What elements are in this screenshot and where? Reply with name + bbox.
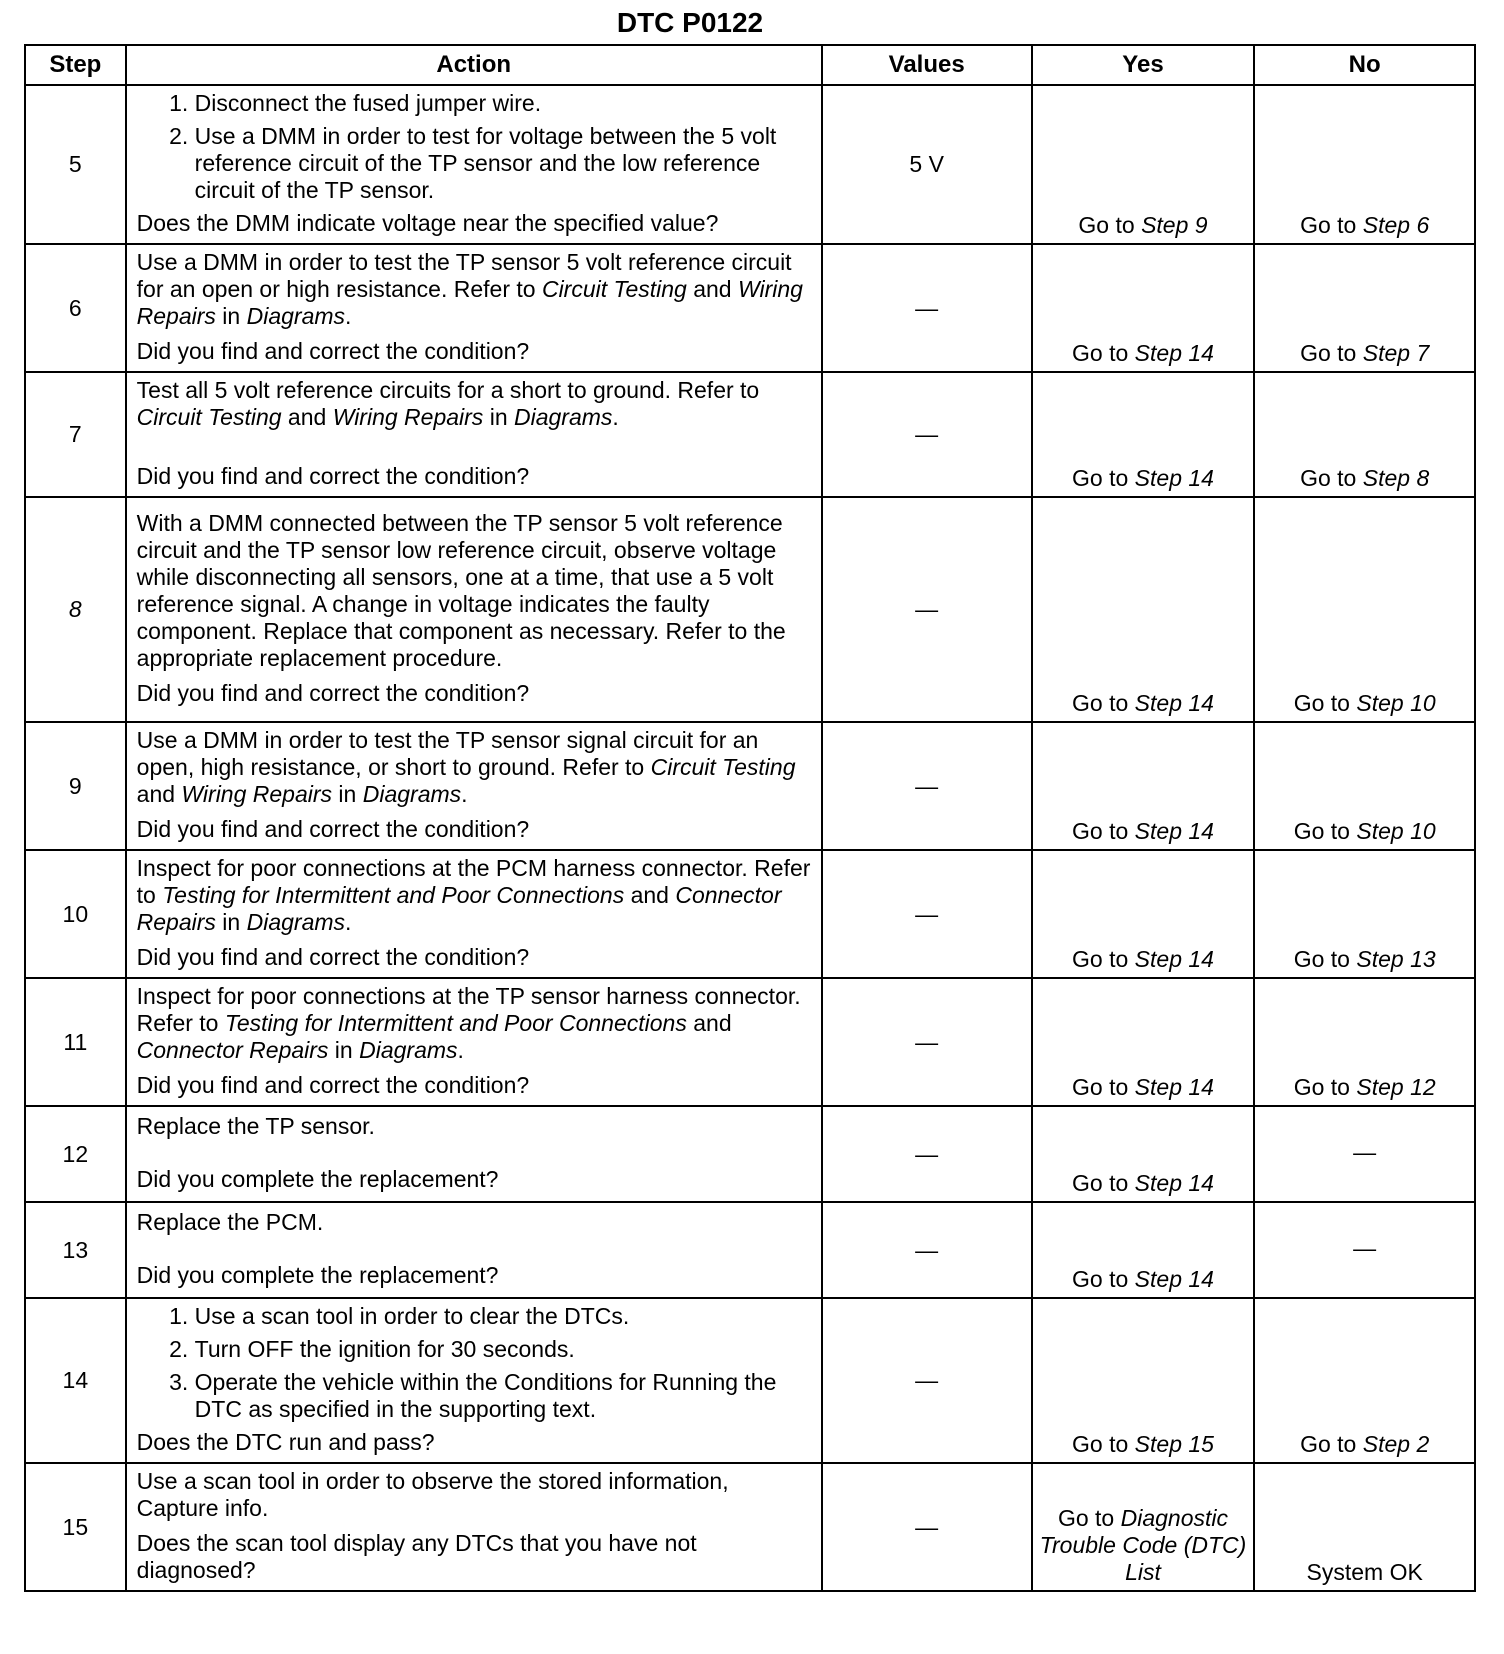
action-list: [137, 90, 813, 204]
table-row: [25, 1202, 1475, 1298]
table-row: [25, 1463, 1475, 1591]
value-cell: —: [822, 497, 1032, 722]
action-question: Did you complete the replacement?: [136, 1166, 499, 1192]
action-text: With a DMM connected between the TP sensor 5 volt reference circuit and the TP sensor low reference circuit, observe voltage while disconnecting all sensors, one at a time, that use a 5 volt reference signal. A change in voltage indicates the faulty component. Replace that component as necessary. Refer to the appropriate replacement procedure.: [136, 510, 786, 671]
text-run-italic: Diagrams: [246, 303, 346, 329]
no-cell: [1254, 722, 1475, 850]
yes-label: Go to Step 14: [1072, 690, 1214, 716]
value-cell: —: [822, 1463, 1032, 1591]
action-question: Does the DMM indicate voltage near the specified value?: [136, 210, 719, 236]
yes-label: Go to Step 14: [1072, 1266, 1214, 1292]
header-no: No: [1254, 45, 1475, 85]
action-cell: [126, 1202, 822, 1298]
text-run-italic: Wiring Repairs: [332, 404, 484, 430]
yes-label: Go to Step 14: [1072, 946, 1214, 972]
page-title: DTC P0122: [616, 7, 764, 38]
action-cell: [126, 244, 822, 372]
yes-cell: [1032, 1106, 1255, 1202]
text-run-italic: Circuit Testing: [541, 276, 687, 302]
value-cell: —: [822, 244, 1032, 372]
yes-cell: [1032, 244, 1255, 372]
step-number: 10: [25, 850, 126, 978]
no-cell: [1254, 244, 1475, 372]
table-row: [25, 722, 1475, 850]
text-run: .: [461, 781, 468, 807]
action-text: [137, 249, 813, 330]
action-question: Did you find and correct the condition?: [136, 680, 530, 706]
list-item: 2. Turn OFF the ignition for 30 seconds.: [195, 1336, 813, 1363]
table-row: [25, 978, 1475, 1106]
action-question: Did you find and correct the condition?: [136, 816, 530, 842]
no-cell: [1254, 1106, 1475, 1202]
no-cell: [1254, 978, 1475, 1106]
action-text: [137, 727, 813, 808]
step-number: 6: [25, 244, 126, 372]
yes-cell: [1032, 722, 1255, 850]
yes-cell: [1032, 372, 1255, 497]
no-label: Go to Step 13: [1293, 946, 1436, 972]
text-run-italic: Diagrams: [514, 404, 613, 430]
header-step: Step: [25, 45, 126, 85]
text-run-italic: Diagrams: [246, 909, 346, 935]
action-text: Replace the PCM.: [136, 1209, 324, 1235]
list-item: 1. Use a scan tool in order to clear the DTCs.: [195, 1303, 813, 1330]
action-cell: [126, 1106, 822, 1202]
no-label: Go to Step 6: [1300, 212, 1430, 238]
yes-label: Go to Step 15: [1072, 1431, 1214, 1457]
step-number: 14: [25, 1298, 126, 1463]
text-run: in: [328, 1037, 360, 1063]
no-label: System OK: [1306, 1559, 1423, 1585]
text-run: Use a DMM in order to test the TP sensor 5 volt reference circuit for an open or high resistance. Refer to: [136, 249, 792, 302]
no-label: Go to Step 10: [1293, 690, 1436, 716]
yes-cell: [1032, 497, 1255, 722]
text-run-italic: Circuit Testing: [650, 754, 796, 780]
value-cell: —: [822, 722, 1032, 850]
text-run-italic: Testing for Intermittent and Poor Connections: [224, 1010, 687, 1036]
step-number: 13: [25, 1202, 126, 1298]
list-item: 1. Disconnect the fused jumper wire.: [195, 90, 813, 117]
value-cell: 5 V: [822, 85, 1032, 244]
step-number: 15: [25, 1463, 126, 1591]
no-label: Go to Step 12: [1293, 1074, 1436, 1100]
text-run: and: [686, 1010, 732, 1036]
action-cell: [126, 1298, 822, 1463]
yes-cell: [1032, 978, 1255, 1106]
step-number: 5: [25, 85, 126, 244]
action-question: Did you find and correct the condition?: [136, 463, 530, 489]
text-run: in: [332, 781, 363, 807]
text-run: Use a DMM in order to test the TP sensor signal circuit for an open, high resistance, or short to ground. Refer to: [136, 727, 759, 780]
text-run: .: [457, 1037, 464, 1063]
value-cell: —: [822, 1298, 1032, 1463]
text-run-italic: Wiring Repairs: [136, 276, 803, 329]
text-run: in: [483, 404, 514, 430]
header-values: Values: [822, 45, 1032, 85]
no-label: Go to Step 2: [1300, 1431, 1430, 1457]
action-question: Did you find and correct the condition?: [136, 338, 530, 364]
action-text: [137, 855, 813, 936]
step-number: 11: [25, 978, 126, 1106]
header-action: Action: [126, 45, 822, 85]
text-run: and: [686, 276, 738, 302]
text-run-italic: Diagrams: [362, 781, 462, 807]
action-text: [137, 377, 813, 431]
action-cell: [126, 497, 822, 722]
no-cell: [1254, 1463, 1475, 1591]
action-text: Use a scan tool in order to observe the stored information, Capture info.: [136, 1468, 729, 1521]
no-label: Go to Step 8: [1300, 465, 1430, 491]
list-item: 3. Operate the vehicle within the Conditions for Running the DTC as specified in the supporting text.: [195, 1369, 813, 1423]
table-row: [25, 244, 1475, 372]
text-run: Inspect for poor connections at the TP sensor harness connector. Refer to: [136, 983, 801, 1036]
no-cell: [1254, 497, 1475, 722]
text-run: .: [612, 404, 619, 430]
action-question: Does the DTC run and pass?: [136, 1429, 435, 1455]
value-cell: —: [822, 372, 1032, 497]
action-text: [137, 983, 813, 1064]
text-run-italic: Wiring Repairs: [181, 781, 333, 807]
yes-cell: [1032, 1202, 1255, 1298]
no-label: —: [1353, 1234, 1377, 1261]
no-cell: [1254, 372, 1475, 497]
text-run-italic: Diagrams: [359, 1037, 458, 1063]
yes-label: Go to Step 14: [1072, 1074, 1214, 1100]
table-row: [25, 497, 1475, 722]
action-question: Did you find and correct the condition?: [136, 944, 530, 970]
yes-label: Go to Step 14: [1072, 818, 1214, 844]
step-number: 12: [25, 1106, 126, 1202]
yes-cell: [1032, 85, 1255, 244]
table-row: [25, 1106, 1475, 1202]
no-label: —: [1353, 1138, 1377, 1165]
text-run: .: [345, 909, 352, 935]
table-row: [25, 850, 1475, 978]
text-run-italic: Circuit Testing: [136, 404, 282, 430]
step-number: 8: [25, 497, 126, 722]
action-cell: [126, 722, 822, 850]
action-text: Replace the TP sensor.: [136, 1113, 375, 1139]
value-cell: —: [822, 1202, 1032, 1298]
yes-label: Go to Step 14: [1072, 465, 1214, 491]
action-cell: [126, 850, 822, 978]
value-cell: —: [822, 850, 1032, 978]
text-run: in: [215, 303, 247, 329]
text-run: .: [345, 303, 352, 329]
yes-label: Go to Step 9: [1078, 212, 1208, 238]
action-question: Does the scan tool display any DTCs that you have not diagnosed?: [136, 1530, 697, 1583]
yes-cell: [1032, 1298, 1255, 1463]
yes-cell: [1032, 1463, 1255, 1591]
no-cell: [1254, 85, 1475, 244]
yes-label: Go to Diagnostic Trouble Code (DTC) List: [1039, 1505, 1247, 1585]
text-run-italic: Connector Repairs: [136, 882, 782, 935]
action-list: [137, 1303, 813, 1423]
no-label: Go to Step 10: [1293, 818, 1436, 844]
action-cell: [126, 1463, 822, 1591]
text-run: and: [136, 781, 182, 807]
action-question: Did you complete the replacement?: [136, 1262, 499, 1288]
text-run-italic: Testing for Intermittent and Poor Connections: [162, 882, 625, 908]
header-row: [25, 45, 1475, 85]
value-cell: —: [822, 1106, 1032, 1202]
text-run-italic: Connector Repairs: [136, 1037, 329, 1063]
value-cell: —: [822, 978, 1032, 1106]
no-cell: [1254, 850, 1475, 978]
text-run: in: [215, 909, 247, 935]
yes-label: Go to Step 14: [1072, 340, 1214, 366]
step-number: 7: [25, 372, 126, 497]
header-yes: Yes: [1032, 45, 1255, 85]
step-number: 9: [25, 722, 126, 850]
action-cell: [126, 372, 822, 497]
list-item: 2. Use a DMM in order to test for voltage between the 5 volt reference circuit of the TP sensor and the low reference circuit of the TP sensor.: [195, 123, 813, 204]
text-run: and: [281, 404, 333, 430]
table-row: [25, 1298, 1475, 1463]
no-label: Go to Step 7: [1300, 340, 1430, 366]
action-cell: [126, 85, 822, 244]
text-run: Test all 5 volt reference circuits for a short to ground. Refer to: [136, 377, 760, 403]
no-cell: [1254, 1202, 1475, 1298]
yes-cell: [1032, 850, 1255, 978]
table-row: [25, 85, 1475, 244]
yes-label: Go to Step 14: [1072, 1170, 1214, 1196]
action-question: Did you find and correct the condition?: [136, 1072, 530, 1098]
diagnostic-table: [24, 44, 1476, 1592]
action-cell: [126, 978, 822, 1106]
text-run: Inspect for poor connections at the PCM harness connector. Refer to: [136, 855, 811, 908]
text-run: and: [624, 882, 676, 908]
table-row: [25, 372, 1475, 497]
no-cell: [1254, 1298, 1475, 1463]
